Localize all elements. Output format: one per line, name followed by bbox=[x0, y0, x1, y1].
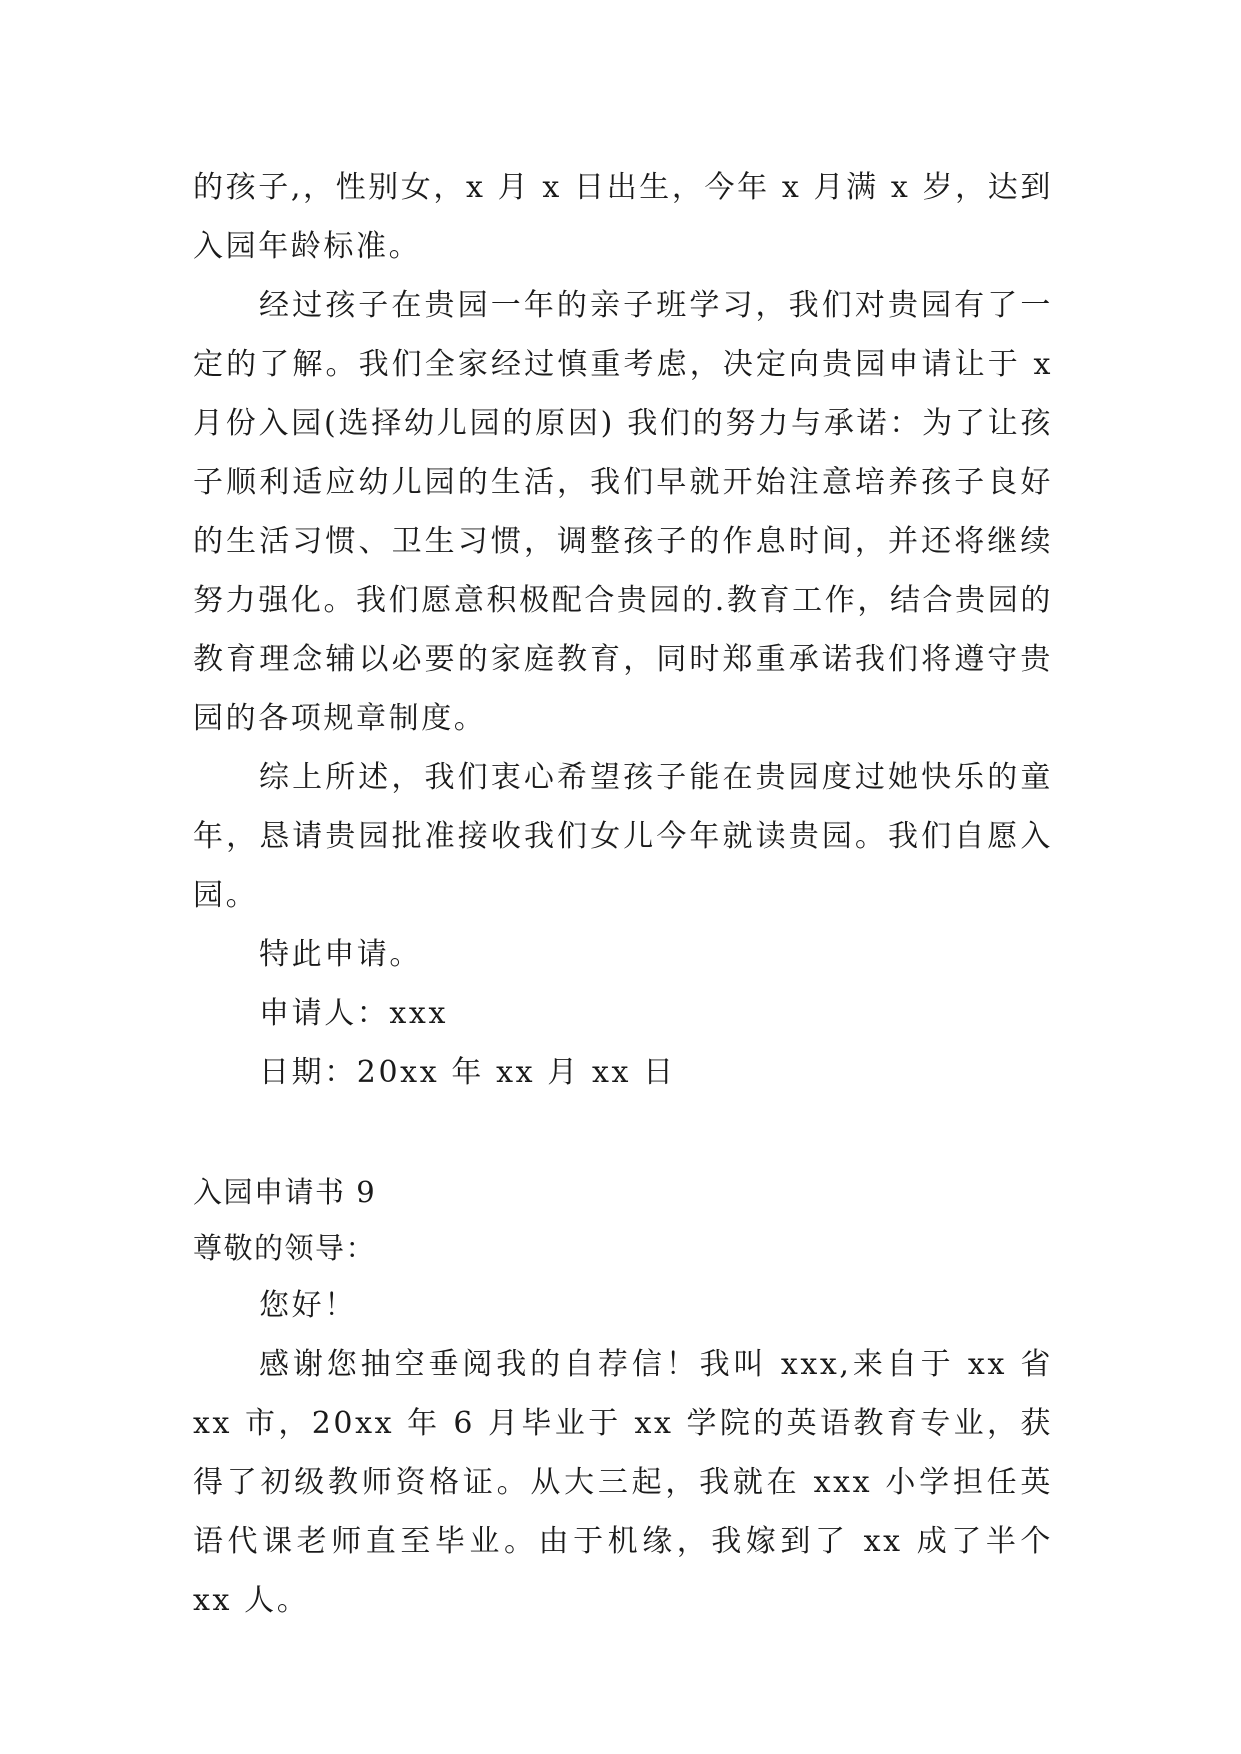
applicant-line: 申请人：xxx bbox=[259, 996, 448, 1031]
paragraph-intro: 感谢您抽空垂阅我的自荐信！我叫 xxx,来自于 xx 省 xx 市，20xx 年 6 月毕业于 xx 学院的英语教育专业，获得了初级教师资格证。从大三起，我就在 xxx 小学担任英语代课老师直至毕业。由于机缘，我嫁到了 xx 成了半个 xx 人。 bbox=[193, 1347, 1053, 1618]
paragraph-child-info: 的孩子,，性别女，x 月 x 日出生，今年 x 月满 x 岁，达到入园年龄标准。 bbox=[193, 170, 1053, 264]
paragraph-experience: 经过孩子在贵园一年的亲子班学习，我们对贵园有了一定的了解。我们全家经过慎重考虑，决定向贵园申请让于 x 月份入园(选择幼儿园的原因) 我们的努力与承诺：为了让孩子顺利适应幼儿园的生活，我们早就开始注意培养孩子良好的生活习惯、卫生习惯，调整孩子的作息时间，并还将继续努力强化。我们愿意积极配合贵园的.教育工作，结合贵园的教育理念辅以必要的家庭教育，同时郑重承诺我们将遵守贵园的各项规章制度。 bbox=[193, 288, 1053, 736]
paragraph-summary: 综上所述，我们衷心希望孩子能在贵园度过她快乐的童年，恳请贵园批准接收我们女儿今年就读贵园。我们自愿入园。 bbox=[193, 760, 1053, 913]
closing-line: 特此申请。 bbox=[259, 937, 422, 972]
section-gap bbox=[193, 1102, 1053, 1164]
section-heading: 入园申请书 9 bbox=[193, 1175, 377, 1209]
date-line: 日期：20xx 年 xx 月 xx 日 bbox=[259, 1055, 676, 1090]
greeting: 您好！ bbox=[259, 1288, 357, 1323]
salutation: 尊敬的领导： bbox=[193, 1231, 377, 1265]
document-body bbox=[193, 158, 1053, 1630]
